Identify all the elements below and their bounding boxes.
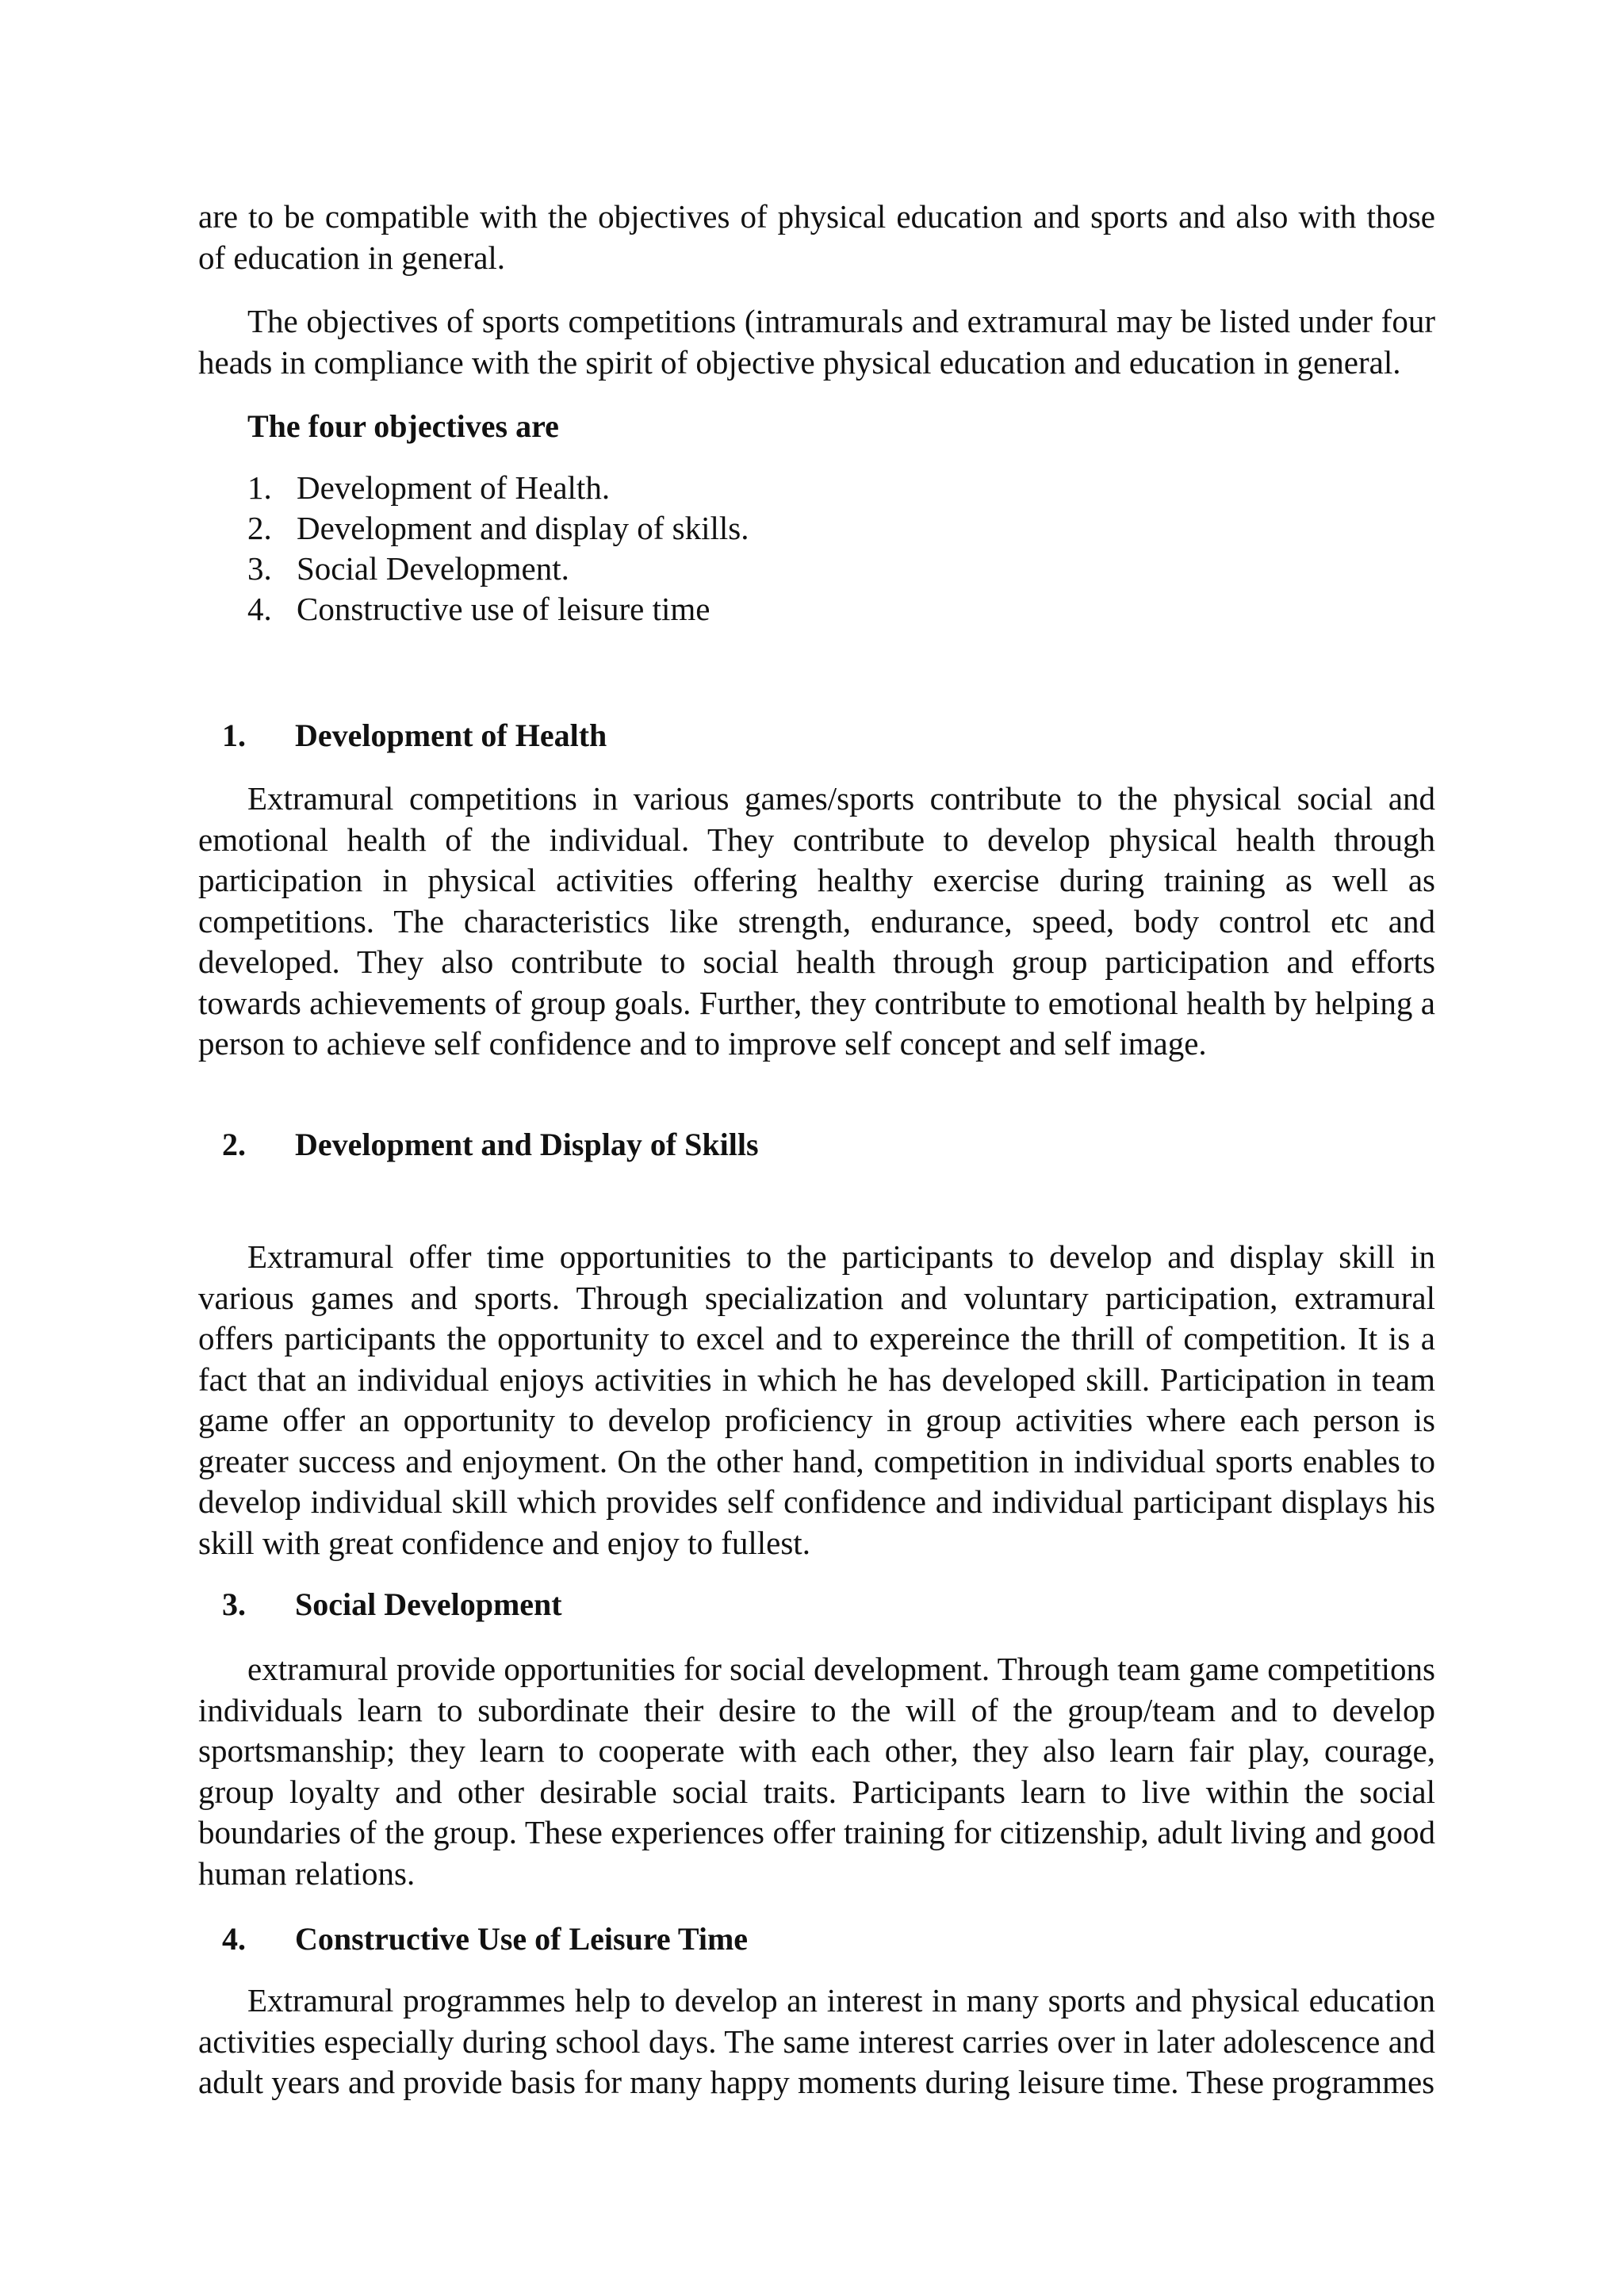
section-heading-skills (222, 1124, 759, 1165)
section-number: 2. (222, 1127, 246, 1162)
section-title: Social Development (295, 1586, 562, 1622)
section-body-leisure: Extramural programmes help to develop an interest in many sports and physical education activities especially during school days. The same interest carries over in later adolescence and adult years and provide basis for many happy moments during leisure time. These programmes (198, 1982, 1435, 2100)
section-body-social: extramural provide opportunities for social development. Through team game competitions individuals learn to subordinate their desire to the will of the group/team and to develop sportsmanship; they learn to cooperate with each other, they also learn fair play, courage, group loyalty and other desirable social traits. Participants learn to live within the social boundaries of the group. These experiences offer training for citizenship, adult living and good human relations. (198, 1651, 1435, 1892)
list-item-text: Development of Health. (297, 469, 611, 506)
list-item-number: 2. (247, 510, 272, 546)
section-body-health: Extramural competitions in various games/sports contribute to the physical social and emotional health of the individual. They contribute to develop physical health through participation in physical activities offering healthy exercise during training as well as competitions. The characteristics like strength, endurance, speed, body control etc and developed. They also contribute to social health through group participation and efforts towards achievements of group goals. Further, they contribute to emotional health by helping a person to achieve self confidence and to improve self concept and self image. (198, 780, 1435, 1062)
section-title: Constructive Use of Leisure Time (295, 1921, 749, 1957)
section-number: 3. (222, 1586, 246, 1622)
objectives-heading: The four objectives are (247, 408, 559, 444)
list-item (247, 508, 749, 549)
list-item-number: 4. (247, 591, 272, 627)
list-item-number: 1. (247, 469, 272, 506)
list-item-text: Development and display of skills. (297, 510, 749, 546)
section-title: Development and Display of Skills (295, 1127, 759, 1162)
list-item-text: Social Development. (297, 550, 569, 587)
intro-continuation: are to be compatible with the objectives of physical education and sports and also with those of education in general. (198, 198, 1435, 276)
list-item (247, 468, 749, 508)
section-body-skills: Extramural offer time opportunities to the participants to develop and display skill in various games and sports. Through specialization and voluntary participation, extramural offers participants the opportunity to excel and to expereince the thrill of competition. It is a fact that an individual enjoys activities in which he has developed skill. Participation in team game offer an opportunity to develop proficiency in group activities where each person is greater success and enjoyment. On the other hand, competition in individual sports enables to develop individual skill which provides self confidence and individual participant displays his skill with great confidence and enjoy to fullest. (198, 1238, 1435, 1561)
section-title: Development of Health (295, 718, 607, 753)
section-heading-health (222, 715, 607, 756)
section-heading-leisure (222, 1919, 748, 1960)
list-item (247, 549, 749, 589)
list-item (247, 589, 749, 629)
section-number: 1. (222, 718, 246, 753)
intro-paragraph: The objectives of sports competitions (intramurals and extramural may be listed under four heads in compliance with the spirit of objective physical education and education in general. (198, 303, 1435, 381)
objectives-list (247, 468, 749, 629)
list-item-number: 3. (247, 550, 272, 587)
section-heading-social (222, 1584, 562, 1625)
section-number: 4. (222, 1921, 246, 1957)
list-item-text: Constructive use of leisure time (297, 591, 710, 627)
